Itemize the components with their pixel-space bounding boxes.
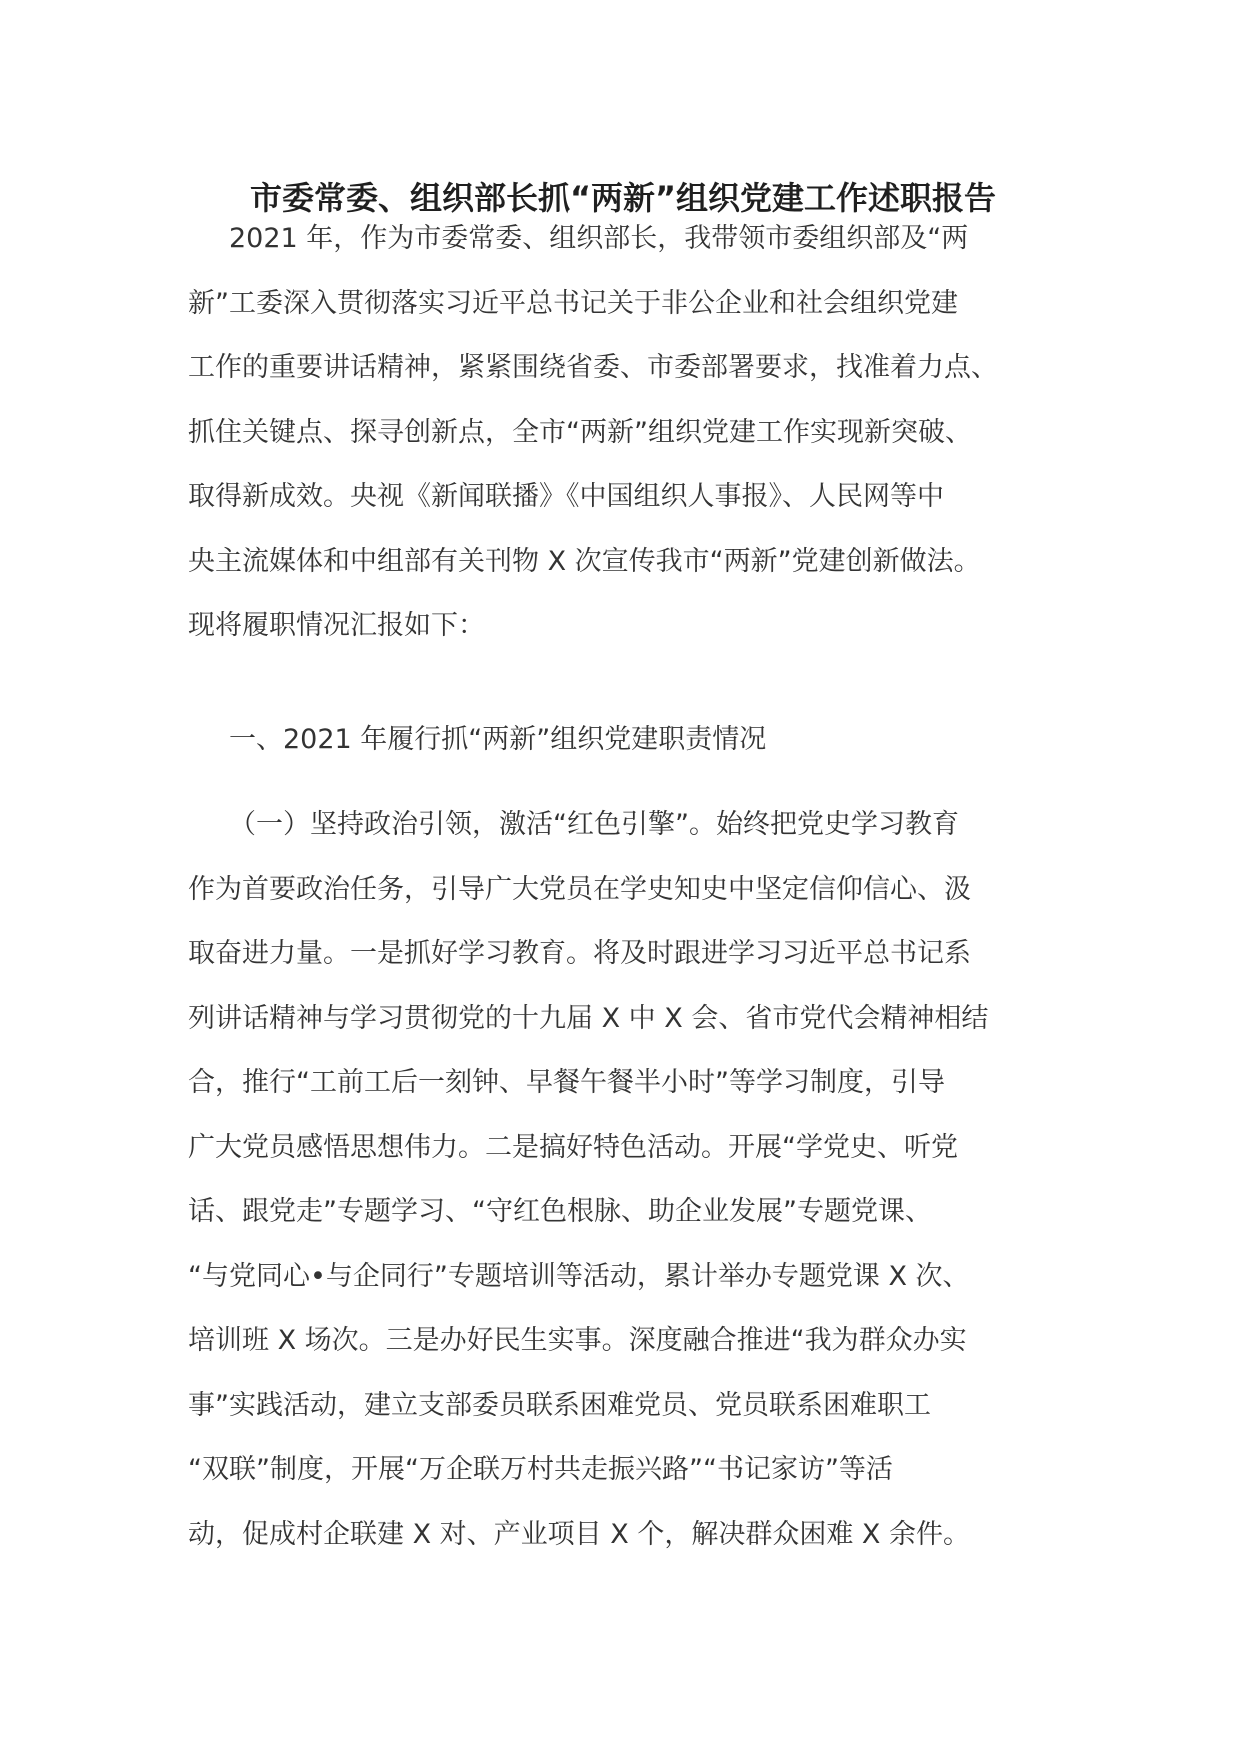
- paragraph-line: 现将履职情况汇报如下：: [188, 610, 485, 641]
- paragraph-line: “双联”制度，开展“万企联万村共走振兴路”“书记家访”等活: [188, 1454, 893, 1485]
- paragraph-line: 事”实践活动，建立支部委员联系困难党员、党员联系困难职工: [188, 1389, 931, 1421]
- document-title: 市委常委、组织部长抓“两新”组织党建工作述职报告: [249, 179, 997, 217]
- paragraph-line: “与党同心•与企同行”专题培训等活动，累计举办专题党课 X 次、: [188, 1260, 970, 1292]
- paragraph-line: 抓住关键点、探寻创新点，全市“两新”组织党建工作实现新突破、: [188, 416, 972, 448]
- paragraph-line: 新”工委深入贯彻落实习近平总书记关于非公企业和社会组织党建: [188, 287, 958, 319]
- item-paragraph: [188, 793, 1058, 1567]
- paragraph-line: 2021 年，作为市委常委、组织部长，我带领市委组织部及“两: [229, 223, 969, 254]
- paragraph-line: （一）坚持政治引领，激活“红色引擎”。始终把党史学习教育: [229, 809, 959, 840]
- section-heading: 一、2021 年履行抓“两新”组织党建职责情况: [229, 724, 767, 755]
- paragraph-line: 列讲话精神与学习贯彻党的十九届 X 中 X 会、省市党代会精神相结: [188, 1002, 989, 1034]
- paragraph-line: 作为首要政治任务，引导广大党员在学史知史中坚定信仰信心、汲: [188, 873, 971, 905]
- paragraph-line: 广大党员感悟思想伟力。二是搞好特色活动。开展“学党史、听党: [188, 1131, 958, 1163]
- paragraph-line: 培训班 X 场次。三是办好民生实事。深度融合推进“我为群众办实: [188, 1325, 967, 1356]
- intro-paragraph: [188, 207, 1058, 659]
- paragraph-line: 工作的重要讲话精神，紧紧围绕省委、市委部署要求，找准着力点、: [188, 352, 998, 383]
- paragraph-line: 取奋进力量。一是抓好学习教育。将及时跟进学习习近平总书记系: [188, 938, 971, 969]
- paragraph-line: 动，促成村企联建 X 对、产业项目 X 个，解决群众困难 X 余件。: [188, 1518, 970, 1550]
- paragraph-line: 央主流媒体和中组部有关刊物 X 次宣传我市“两新”党建创新做法。: [188, 545, 981, 577]
- paragraph-line: 取得新成效。央视《新闻联播》《中国组织人事报》、人民网等中: [188, 481, 944, 512]
- paragraph-line: 话、跟党走”专题学习、“守红色根脉、助企业发展”专题党课、: [188, 1196, 932, 1227]
- paragraph-line: 合，推行“工前工后一刻钟、早餐午餐半小时”等学习制度，引导: [188, 1067, 945, 1098]
